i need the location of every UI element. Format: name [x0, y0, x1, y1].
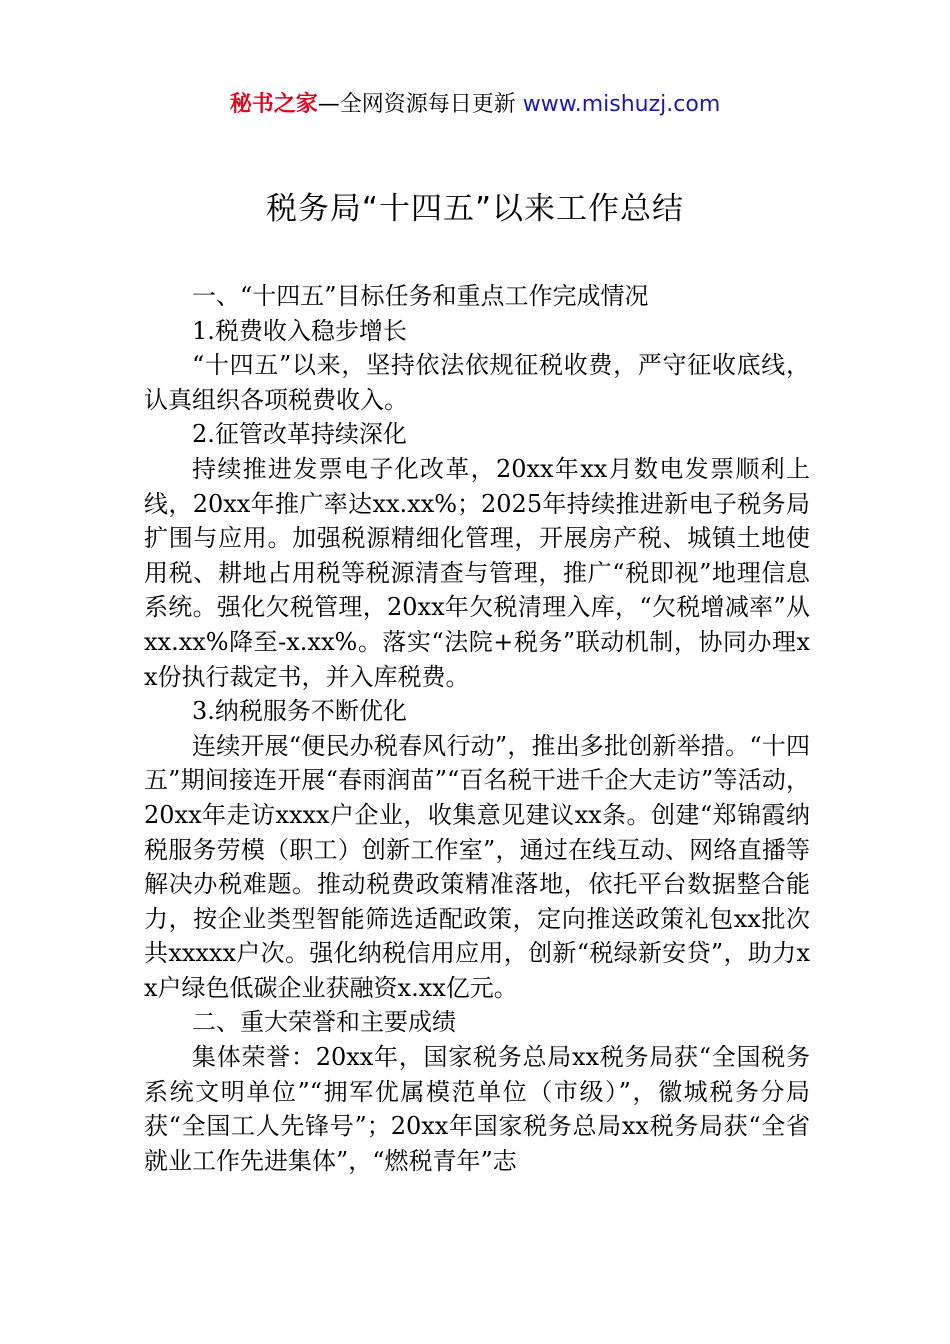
- subheading-3: 3.纳税服务不断优化: [192, 697, 407, 726]
- section-heading-1: 一、“十四五”目标任务和重点工作完成情况: [192, 282, 649, 310]
- site-banner: [0, 88, 950, 122]
- site-url-link[interactable]: www.mishuzj.com: [522, 92, 721, 117]
- document-title: 税务局“十四五”以来工作总结: [265, 191, 685, 227]
- banner-tagline: —全网资源每日更新: [317, 92, 523, 117]
- section-heading-2: 二、重大荣誉和主要成绩: [192, 1008, 456, 1037]
- body-paragraph: 持续推进发票电子化改革，20xx年xx月数电发票顺利上线，20xx年推广率达xx.xx%；2025年持续推进新电子税务局扩围与应用。加强税源精细化管理，开展房产税、城镇土地使用税、耕地占用税等税源清查与管理，推广“税即视”地理信息系统。强化欠税管理，20xx年欠税清理入库，“欠税增减率”从xx.xx%降至-x.xx%。落实“法院+税务”联动机制，协同办理xx份执行裁定书，并入库税费。: [144, 454, 810, 691]
- subheading-2: 2.征管改革持续深化: [192, 420, 407, 449]
- body-paragraph: “十四五”以来，坚持依法依规征税收费，严守征收底线，认真组织各项税费收入。: [144, 351, 810, 414]
- body-paragraph: 集体荣誉：20xx年，国家税务总局xx税务局获“全国税务系统文明单位”“拥军优属模范单位（市级）”，徽城税务分局获“全国工人先锋号”；20xx年国家税务总局xx税务局获“全省就业工作先进集体”，“燃税青年”志: [144, 1043, 810, 1175]
- document-body: [144, 279, 810, 1178]
- body-paragraph: 连续开展“便民办税春风行动”，推出多批创新举措。“十四五”期间接连开展“春雨润苗”“百名税干进千企大走访”等活动，20xx年走访xxxx户企业，收集意见建议xx条。创建“郑锦霞纳税服务劳模（职工）创新工作室”，通过在线互动、网络直播等解决办税难题。推动税费政策精准落地，依托平台数据整合能力，按企业类型智能筛选适配政策，定向推送政策礼包xx批次共xxxxx户次。强化纳税信用应用，创新“税绿新安贷”，助力xx户绿色低碳企业获融资x.xx亿元。: [144, 731, 810, 1002]
- brand-name: 秘书之家: [229, 92, 318, 117]
- subheading-1: 1.税费收入稳步增长: [192, 316, 407, 345]
